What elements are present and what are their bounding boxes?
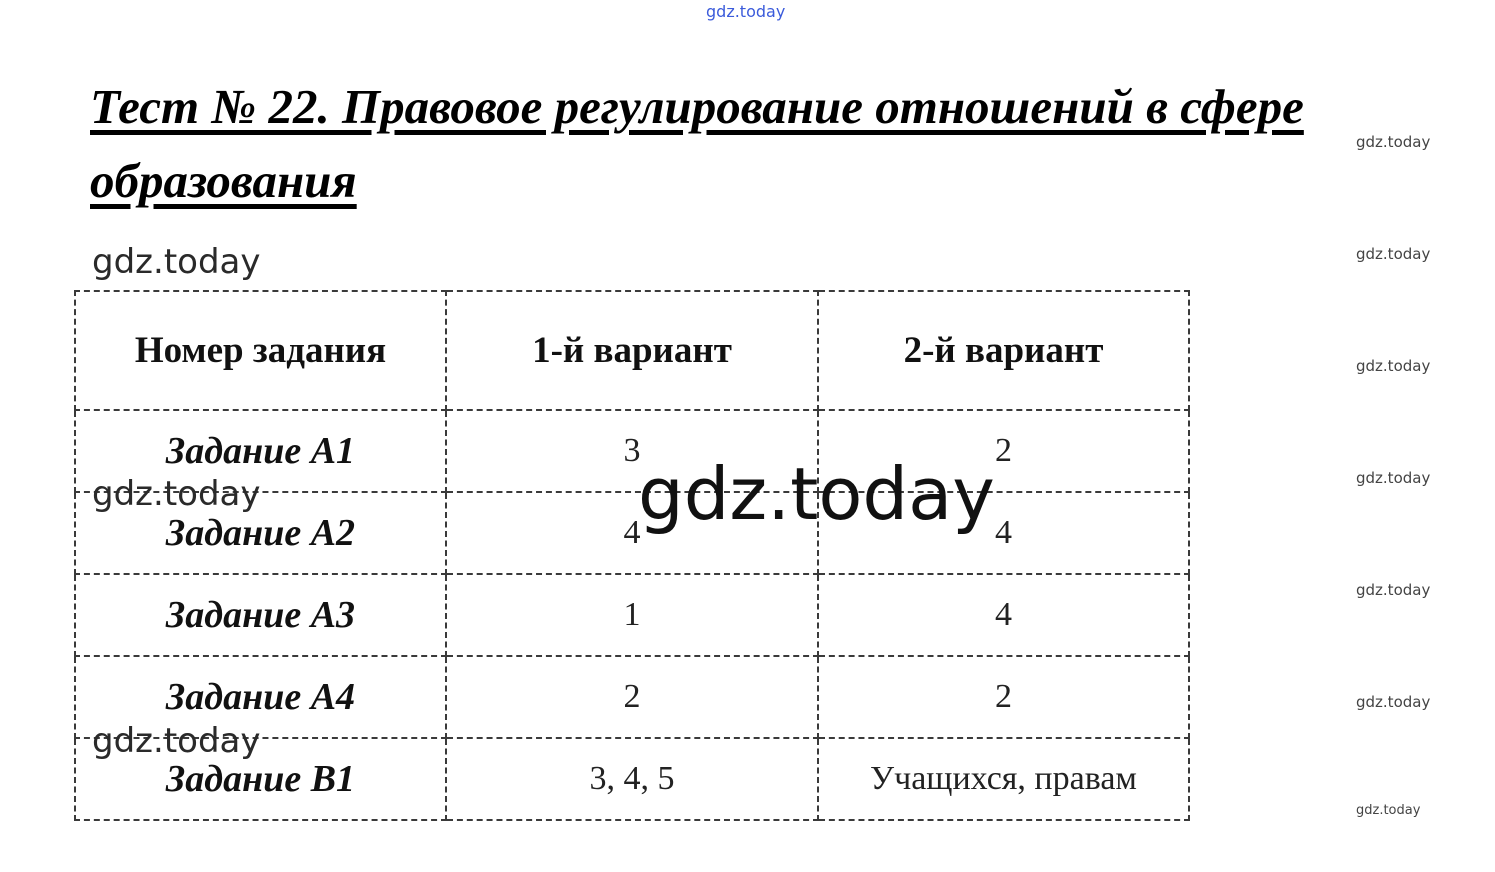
column-header-variant-1: 1-й вариант [446, 291, 818, 410]
watermark-side: gdz.today [1356, 245, 1431, 263]
variant-2-cell: 4 [818, 492, 1189, 574]
table-row [75, 574, 1189, 656]
column-header-variant-2: 2-й вариант [818, 291, 1189, 410]
column-header-task-number: Номер задания [75, 291, 446, 410]
task-cell: Задание В1 [75, 738, 446, 820]
task-cell: Задание А3 [75, 574, 446, 656]
table-row [75, 492, 1189, 574]
watermark-left: gdz.today [92, 474, 261, 514]
watermark-left: gdz.today [92, 721, 261, 761]
variant-2-cell: Учащихся, правам [818, 738, 1189, 820]
watermark-side: gdz.today [1356, 357, 1431, 375]
variant-2-cell: 2 [818, 656, 1189, 738]
variant-1-cell: 3, 4, 5 [446, 738, 818, 820]
page-title: Тест № 22. Правовое регулирование отношений в сфере образования [90, 79, 1304, 208]
watermark-side: gdz.today [1356, 581, 1431, 599]
variant-1-cell: 3 [446, 410, 818, 492]
watermark-top: gdz.today [706, 2, 786, 21]
task-cell: Задание А1 [75, 410, 446, 492]
variant-2-cell: 2 [818, 410, 1189, 492]
watermark-side: gdz.today [1356, 803, 1421, 818]
variant-1-cell: 1 [446, 574, 818, 656]
variant-1-cell: 2 [446, 656, 818, 738]
watermark-side: gdz.today [1356, 693, 1431, 711]
task-cell: Задание А2 [75, 492, 446, 574]
table-header-row [75, 291, 1189, 410]
watermark-side: gdz.today [1356, 133, 1431, 151]
watermark-side: gdz.today [1356, 469, 1431, 487]
table-row [75, 738, 1189, 820]
table-row [75, 656, 1189, 738]
variant-2-cell: 4 [818, 574, 1189, 656]
watermark-center: gdz.today [638, 452, 995, 536]
task-cell: Задание А4 [75, 656, 446, 738]
variant-1-cell: 4 [446, 492, 818, 574]
answers-table [74, 290, 1190, 821]
watermark-left: gdz.today [92, 242, 261, 282]
table-row [75, 410, 1189, 492]
